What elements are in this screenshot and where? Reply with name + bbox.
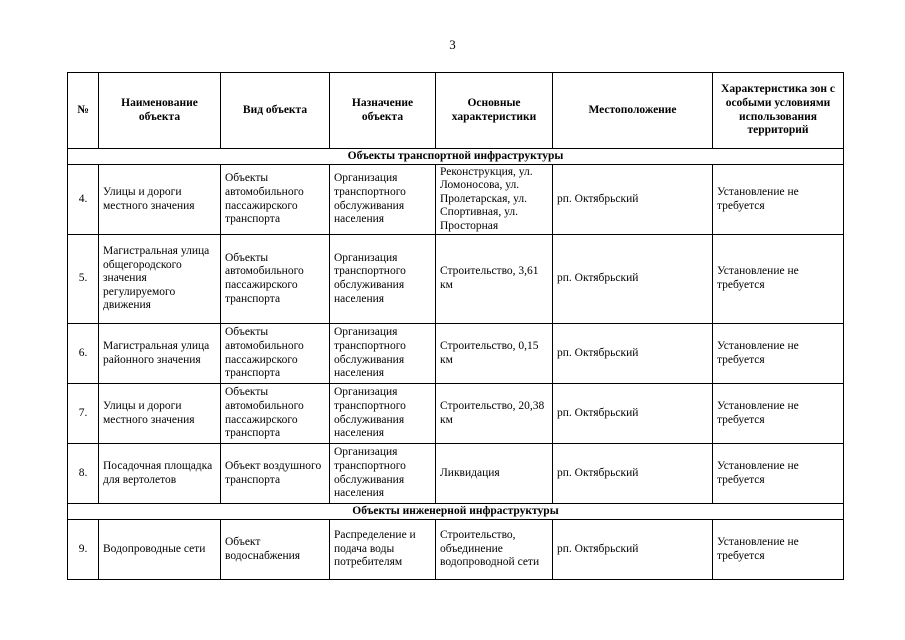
object-name: Посадочная площадка для вертолетов [99,444,221,504]
table-row [68,165,844,235]
table-row [68,384,844,444]
object-zones: Установление не требуется [713,520,844,580]
object-characteristics: Строительство, 20,38 км [436,384,553,444]
table-row [68,235,844,324]
object-characteristics: Строительство, 3,61 км [436,235,553,324]
column-header-type: Вид объекта [221,73,330,149]
object-purpose: Распределение и подача воды потребителям [330,520,436,580]
object-location: рп. Октябрьский [553,165,713,235]
objects-table [67,72,844,580]
object-location: рп. Октябрьский [553,520,713,580]
object-purpose: Организация транспортного обслуживания населения [330,165,436,235]
object-zones: Установление не требуется [713,444,844,504]
column-header-name: Наименование объекта [99,73,221,149]
row-number: 9. [68,520,99,580]
object-name: Улицы и дороги местного значения [99,384,221,444]
object-zones: Установление не требуется [713,384,844,444]
object-characteristics: Ликвидация [436,444,553,504]
object-name: Магистральная улица районного значения [99,324,221,384]
column-header-zones: Характеристика зон с особыми условиями использования территорий [713,73,844,149]
object-characteristics: Реконструкция, ул. Ломоносова, ул. Пролетарская, ул. Спортивная, ул. Просторная [436,165,553,235]
object-name: Улицы и дороги местного значения [99,165,221,235]
object-location: рп. Октябрьский [553,444,713,504]
row-number: 4. [68,165,99,235]
row-number: 6. [68,324,99,384]
object-zones: Установление не требуется [713,324,844,384]
object-type: Объекты автомобильного пассажирского транспорта [221,324,330,384]
object-type: Объекты автомобильного пассажирского транспорта [221,235,330,324]
object-characteristics: Строительство, 0,15 км [436,324,553,384]
object-type: Объект водоснабжения [221,520,330,580]
object-purpose: Организация транспортного обслуживания населения [330,235,436,324]
object-location: рп. Октябрьский [553,384,713,444]
row-number: 7. [68,384,99,444]
column-header-purpose: Назначение объекта [330,73,436,149]
object-name: Магистральная улица общегородского значения регулируемого движения [99,235,221,324]
object-type: Объект воздушного транспорта [221,444,330,504]
section-row [68,504,844,520]
column-header-location: Местоположение [553,73,713,149]
object-type: Объекты автомобильного пассажирского транспорта [221,165,330,235]
section-title-engineering: Объекты инженерной инфраструктуры [68,504,844,520]
object-type: Объекты автомобильного пассажирского транспорта [221,384,330,444]
row-number: 8. [68,444,99,504]
object-location: рп. Октябрьский [553,235,713,324]
row-number: 5. [68,235,99,324]
column-header-number: № [68,73,99,149]
section-row [68,149,844,165]
object-purpose: Организация транспортного обслуживания населения [330,444,436,504]
object-purpose: Организация транспортного обслуживания населения [330,324,436,384]
table-row [68,444,844,504]
section-title-transport: Объекты транспортной инфраструктуры [68,149,844,165]
object-location: рп. Октябрьский [553,324,713,384]
object-characteristics: Строительство, объединение водопроводной сети [436,520,553,580]
column-header-characteristics: Основные характеристики [436,73,553,149]
object-name: Водопроводные сети [99,520,221,580]
table-row [68,324,844,384]
object-zones: Установление не требуется [713,235,844,324]
page-number: 3 [449,37,456,52]
table-header-row [68,73,844,149]
table-row [68,520,844,580]
object-purpose: Организация транспортного обслуживания населения [330,384,436,444]
object-zones: Установление не требуется [713,165,844,235]
